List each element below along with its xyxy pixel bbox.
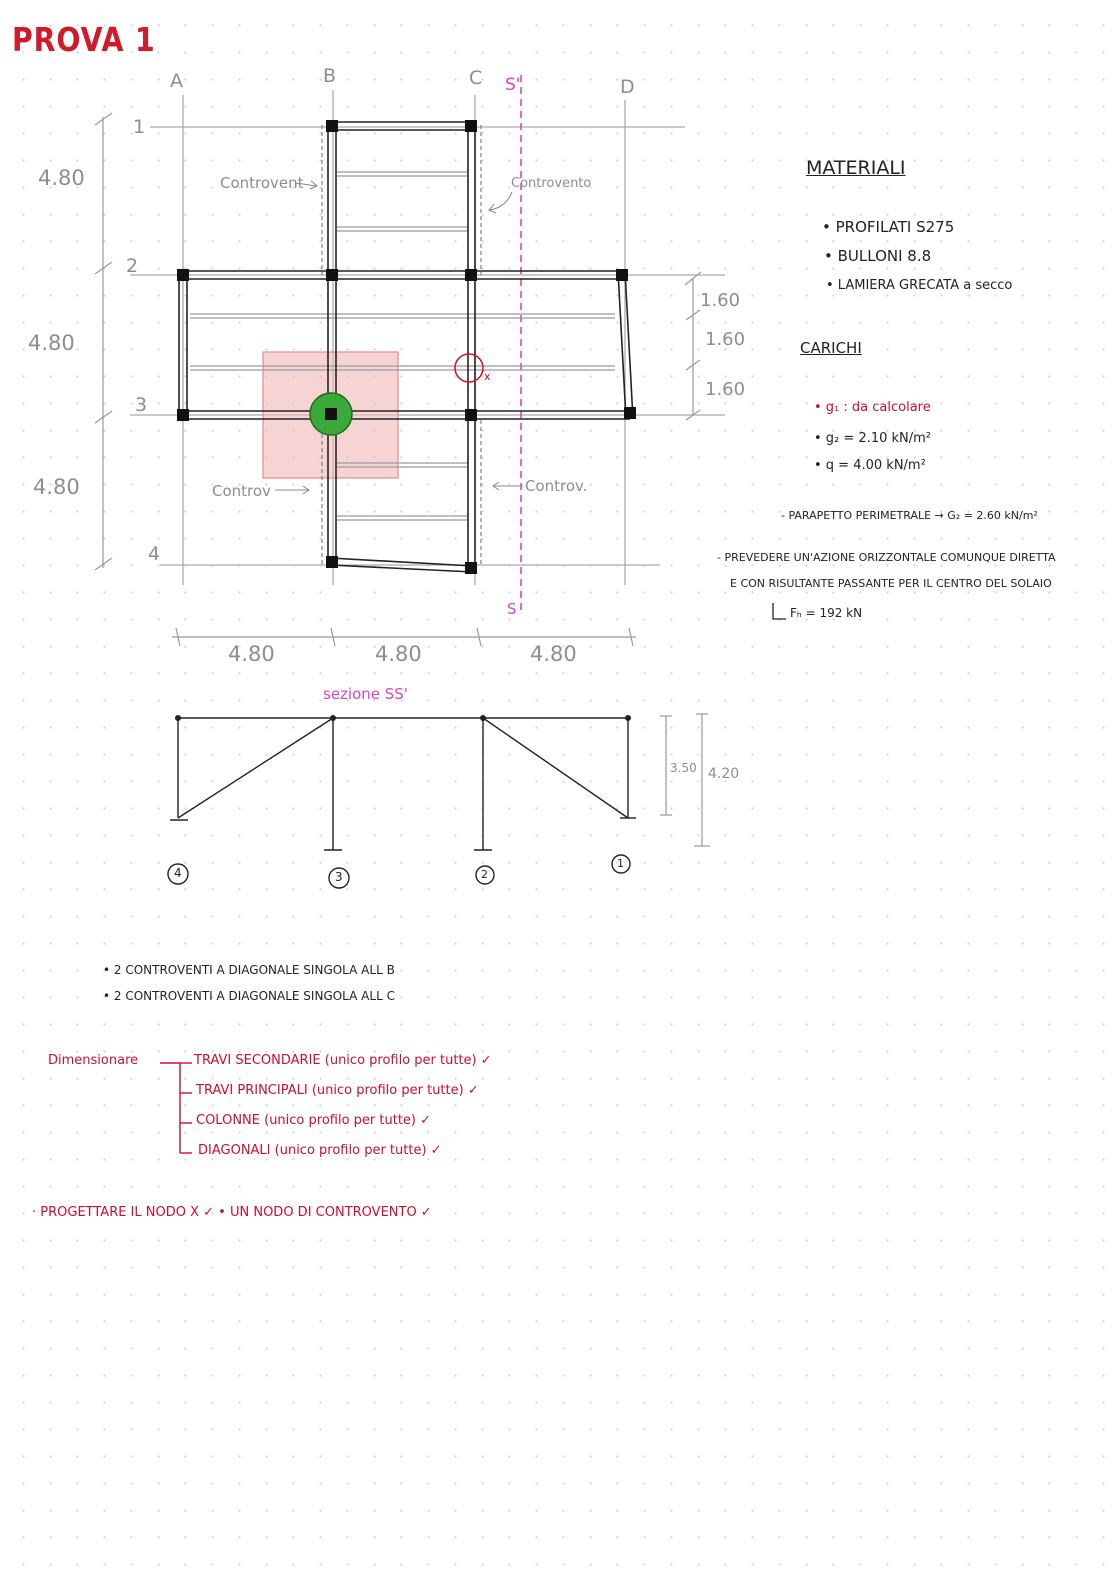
axis-label-2: 2: [126, 255, 139, 277]
materiali-item-3: • LAMIERA GRECATA a secco: [826, 278, 1013, 293]
grid-axes: [130, 90, 725, 585]
azione-line-2: E CON RISULTANTE PASSANTE PER IL CENTRO DEL SOLAIO: [730, 577, 1052, 590]
dimensionare-item-4: DIAGONALI (unico profilo per tutte) ✓: [198, 1143, 442, 1158]
carichi-q: • q = 4.00 kN/m²: [814, 458, 926, 473]
bracing-label-bottom-right: Controv.: [525, 477, 588, 495]
axis-label-c: C: [469, 67, 483, 89]
fh-value: Fₕ = 192 kN: [790, 606, 863, 620]
axis-label-3: 3: [135, 394, 148, 416]
carichi-g1: • g₁ : da calcolare: [814, 400, 931, 415]
bracing-note-1: • 2 CONTROVENTI A DIAGONALE SINGOLA ALL B: [103, 963, 395, 977]
axis-label-d: D: [620, 76, 635, 98]
bracing-label-bottom-left: Controv: [212, 482, 271, 500]
parapetto-note: - PARAPETTO PERIMETRALE → G₂ = 2.60 kN/m²: [781, 509, 1038, 522]
dimensionare-item-3: COLONNE (unico profilo per tutte) ✓: [196, 1113, 432, 1128]
section-dim-inner: 3.50: [670, 761, 697, 775]
node-x-label: x: [484, 370, 491, 383]
section-col-label-4: 4: [174, 866, 182, 880]
progettare-note: · PROGETTARE IL NODO X ✓ • UN NODO DI CONTROVENTO ✓: [32, 1205, 432, 1220]
section-col-label-2: 2: [481, 868, 488, 881]
materiali-item-2: • BULLONI 8.8: [824, 247, 932, 265]
secondary-beams: [190, 172, 615, 520]
section-col-label-3: 3: [335, 870, 343, 884]
dim-left-2: 4.80: [28, 331, 75, 355]
section-column-circles: [168, 855, 630, 888]
axis-label-1: 1: [133, 116, 146, 138]
carichi-heading: CARICHI: [800, 339, 862, 357]
bracing-label-top-right: Controvento: [511, 176, 592, 191]
dim-right-3: 1.60: [705, 379, 746, 400]
bracing-label-top-left: Controvent: [220, 174, 304, 192]
section-title: sezione SS': [323, 685, 408, 703]
dim-left-1: 4.80: [38, 166, 85, 190]
bracing-note-2: • 2 CONTROVENTI A DIAGONALE SINGOLA ALL C: [103, 989, 395, 1003]
dim-bottom-2: 4.80: [375, 642, 422, 666]
bracing-lines: [322, 125, 481, 565]
materiali-heading: MATERIALI: [806, 157, 906, 179]
carichi-g2: • g₂ = 2.10 kN/m²: [814, 431, 932, 446]
section-dimensions: [660, 714, 710, 846]
dim-right-1: 1.60: [700, 290, 741, 311]
dim-bottom-3: 4.80: [530, 642, 577, 666]
section-frame: [170, 718, 636, 850]
section-mark-bottom: S: [507, 600, 517, 618]
dimensionare-label: Dimensionare: [48, 1053, 139, 1068]
node-x-circle: [455, 354, 483, 382]
axis-label-b: B: [323, 65, 337, 87]
dim-bottom-1: 4.80: [228, 642, 275, 666]
dimensionare-bracket: [160, 1063, 192, 1153]
axis-label-4: 4: [148, 543, 161, 565]
dimensionare-item-2: TRAVI PRINCIPALI (unico profilo per tutte) ✓: [196, 1083, 479, 1098]
fh-bracket: [773, 603, 786, 619]
page-title: PROVA 1: [12, 20, 156, 59]
axis-label-a: A: [170, 70, 183, 92]
section-mark-top: S': [505, 75, 521, 95]
dim-left-3: 4.80: [33, 475, 80, 499]
dim-right-2: 1.60: [705, 329, 746, 350]
dimensionare-item-1: TRAVI SECONDARIE (unico profilo per tutte) ✓: [194, 1053, 492, 1068]
materiali-item-1: • PROFILATI S275: [822, 218, 955, 236]
section-dim-outer: 4.20: [708, 766, 740, 782]
section-col-label-1: 1: [617, 857, 624, 870]
azione-line-1: - PREVEDERE UN'AZIONE ORIZZONTALE COMUNQUE DIRETTA: [717, 551, 1056, 564]
